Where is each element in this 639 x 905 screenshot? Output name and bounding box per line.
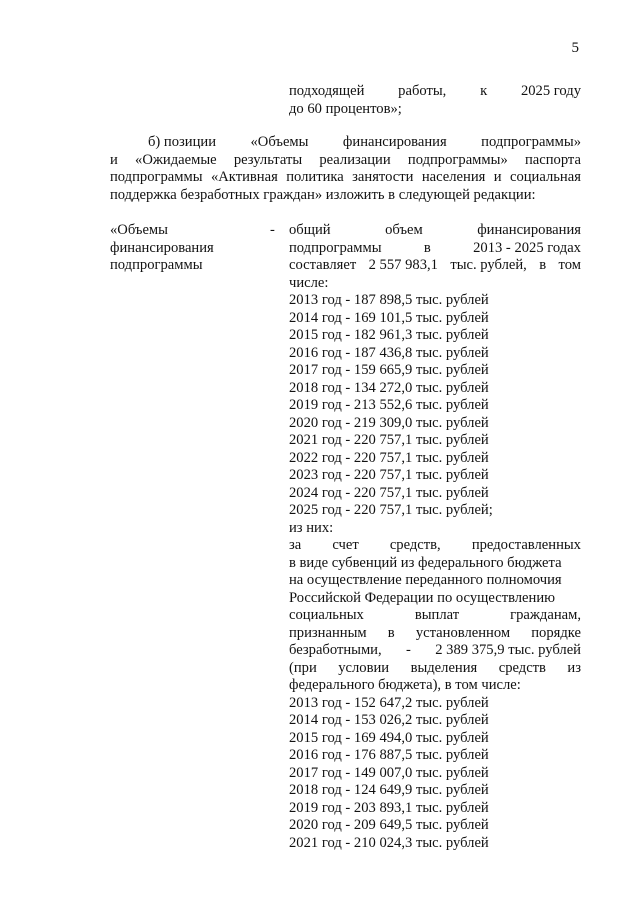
word: финансирования — [342, 134, 447, 150]
word: в — [539, 257, 547, 273]
list-item: 2020 год - 209 649,5 тыс. рублей — [289, 817, 489, 833]
word: финансирования — [477, 222, 581, 238]
word: признанным — [289, 624, 367, 641]
word: «Активная — [210, 169, 278, 185]
para-line-2 — [110, 152, 581, 170]
word: подпрограммы» — [407, 151, 508, 168]
word: социальная — [509, 169, 581, 185]
word: за — [289, 537, 302, 553]
list-item: 2019 год - 203 893,1 тыс. рублей — [289, 799, 489, 816]
word: составляет — [289, 257, 357, 273]
word: 2 389 375,9 тыс. рублей — [435, 642, 581, 658]
word: реализации — [319, 151, 391, 168]
word: безработными, — [289, 642, 382, 658]
intro-line-1 — [289, 222, 581, 240]
word: - — [406, 642, 411, 658]
subvention-by-year-list — [289, 695, 581, 853]
sub-line-7 — [289, 642, 581, 660]
intro-line-3 — [289, 257, 581, 275]
list-item: 2016 год - 187 436,8 тыс. рублей — [289, 344, 489, 361]
word: 2025 году — [520, 83, 581, 99]
word: установленном — [415, 624, 511, 641]
word: и — [110, 151, 118, 168]
section-label — [110, 222, 275, 275]
list-item: 2016 год - 176 887,5 тыс. рублей — [289, 747, 489, 763]
label-line-1: «Объемы — [110, 222, 168, 238]
list-item: 2024 год - 220 757,1 тыс. рублей — [289, 484, 489, 501]
word: подходящей — [289, 83, 365, 99]
word: том — [558, 257, 581, 273]
list-item: 2017 год - 149 007,0 тыс. рублей — [289, 764, 489, 781]
intro-line-2 — [289, 240, 581, 258]
word: б) позиции — [148, 134, 217, 150]
list-item: 2017 год - 159 665,9 тыс. рублей — [289, 362, 489, 378]
word: занятости — [352, 169, 414, 185]
page-number: 5 — [571, 40, 579, 56]
word: и — [493, 169, 502, 185]
subvention-paragraph — [289, 537, 581, 695]
sub-line-3: на осуществление переданного полномочия — [289, 572, 562, 588]
top-line-1 — [289, 83, 581, 101]
label-dash: - — [270, 222, 275, 238]
total-by-year-list — [289, 292, 581, 520]
word: выделения — [410, 659, 478, 676]
list-item: 2015 год - 169 494,0 тыс. рублей — [289, 729, 489, 746]
word: порядке — [531, 624, 581, 641]
word: 2013 - 2025 годах — [473, 239, 581, 256]
sub-line-1 — [289, 537, 581, 555]
word: подпрограммы» — [481, 134, 581, 150]
list-item: 2018 год - 124 649,9 тыс. рублей — [289, 782, 489, 798]
word: к — [480, 83, 488, 99]
word: условии — [338, 659, 390, 676]
list-item: 2014 год - 169 101,5 тыс. рублей — [289, 309, 489, 326]
word: результаты — [233, 151, 303, 168]
word: подпрограммы — [289, 239, 382, 256]
sub-line-4: Российской Федерации по осуществлению — [289, 589, 556, 606]
list-item: 2013 год - 187 898,5 тыс. рублей — [289, 292, 489, 308]
label-line-2: финансирования — [110, 239, 214, 256]
word: гражданам, — [510, 607, 581, 623]
word: тыс. рублей, — [450, 257, 527, 273]
list-item: 2023 год - 220 757,1 тыс. рублей — [289, 467, 489, 483]
word: средств — [498, 659, 546, 676]
sub-line-5 — [289, 607, 581, 625]
list-item: 2018 год - 134 272,0 тыс. рублей — [289, 379, 489, 396]
list-item: 2015 год - 182 961,3 тыс. рублей — [289, 327, 489, 343]
para-line-4: поддержка безработных граждан» изложить в следующей редакции: — [110, 186, 536, 203]
list-item: 2019 год - 213 552,6 тыс. рублей — [289, 397, 489, 413]
list-item: 2014 год - 153 026,2 тыс. рублей — [289, 712, 489, 728]
word: работы, — [398, 83, 447, 99]
word: паспорта — [524, 151, 581, 168]
list-item: 2021 год - 210 024,3 тыс. рублей — [289, 834, 489, 851]
list-item: 2022 год - 220 757,1 тыс. рублей — [289, 449, 489, 466]
word: политика — [286, 169, 344, 185]
word: в — [423, 239, 431, 256]
word: предоставленных — [471, 537, 581, 553]
sub-line-9: федерального бюджета), в том числе: — [289, 677, 521, 693]
sub-line-2: в виде субвенций из федерального бюджета — [289, 554, 562, 571]
word: в — [387, 624, 395, 641]
previous-paragraph-end — [289, 83, 581, 118]
amendment-paragraph — [110, 134, 581, 204]
list-item: 2021 год - 220 757,1 тыс. рублей — [289, 432, 489, 448]
para-line-1 — [110, 134, 581, 152]
word: общий — [289, 222, 331, 238]
sub-line-8 — [289, 660, 581, 678]
list-item: 2020 год - 219 309,0 тыс. рублей — [289, 414, 489, 431]
label-line-3: подпрограммы — [110, 257, 203, 273]
word: средств, — [389, 537, 441, 553]
list-item: 2013 год - 152 647,2 тыс. рублей — [289, 694, 489, 711]
word: социальных — [289, 607, 364, 623]
word: подпрограммы — [110, 169, 203, 185]
word: выплат — [414, 607, 460, 623]
of-them-label: из них: — [289, 519, 334, 536]
word: «Объемы — [250, 134, 309, 150]
word: (при — [289, 659, 317, 676]
word: 2 557 983,1 — [368, 257, 438, 273]
word: счет — [332, 537, 359, 553]
section-content — [289, 222, 581, 852]
word: объем — [385, 222, 423, 238]
word: из — [567, 659, 581, 676]
top-line-2: до 60 процентов»; — [289, 100, 402, 117]
intro-line-4: числе: — [289, 274, 329, 291]
para-line-3 — [110, 169, 581, 187]
sub-line-6 — [289, 625, 581, 643]
word: населения — [421, 169, 486, 185]
list-item: 2025 год - 220 757,1 тыс. рублей; — [289, 502, 493, 518]
word: «Ожидаемые — [135, 151, 217, 168]
